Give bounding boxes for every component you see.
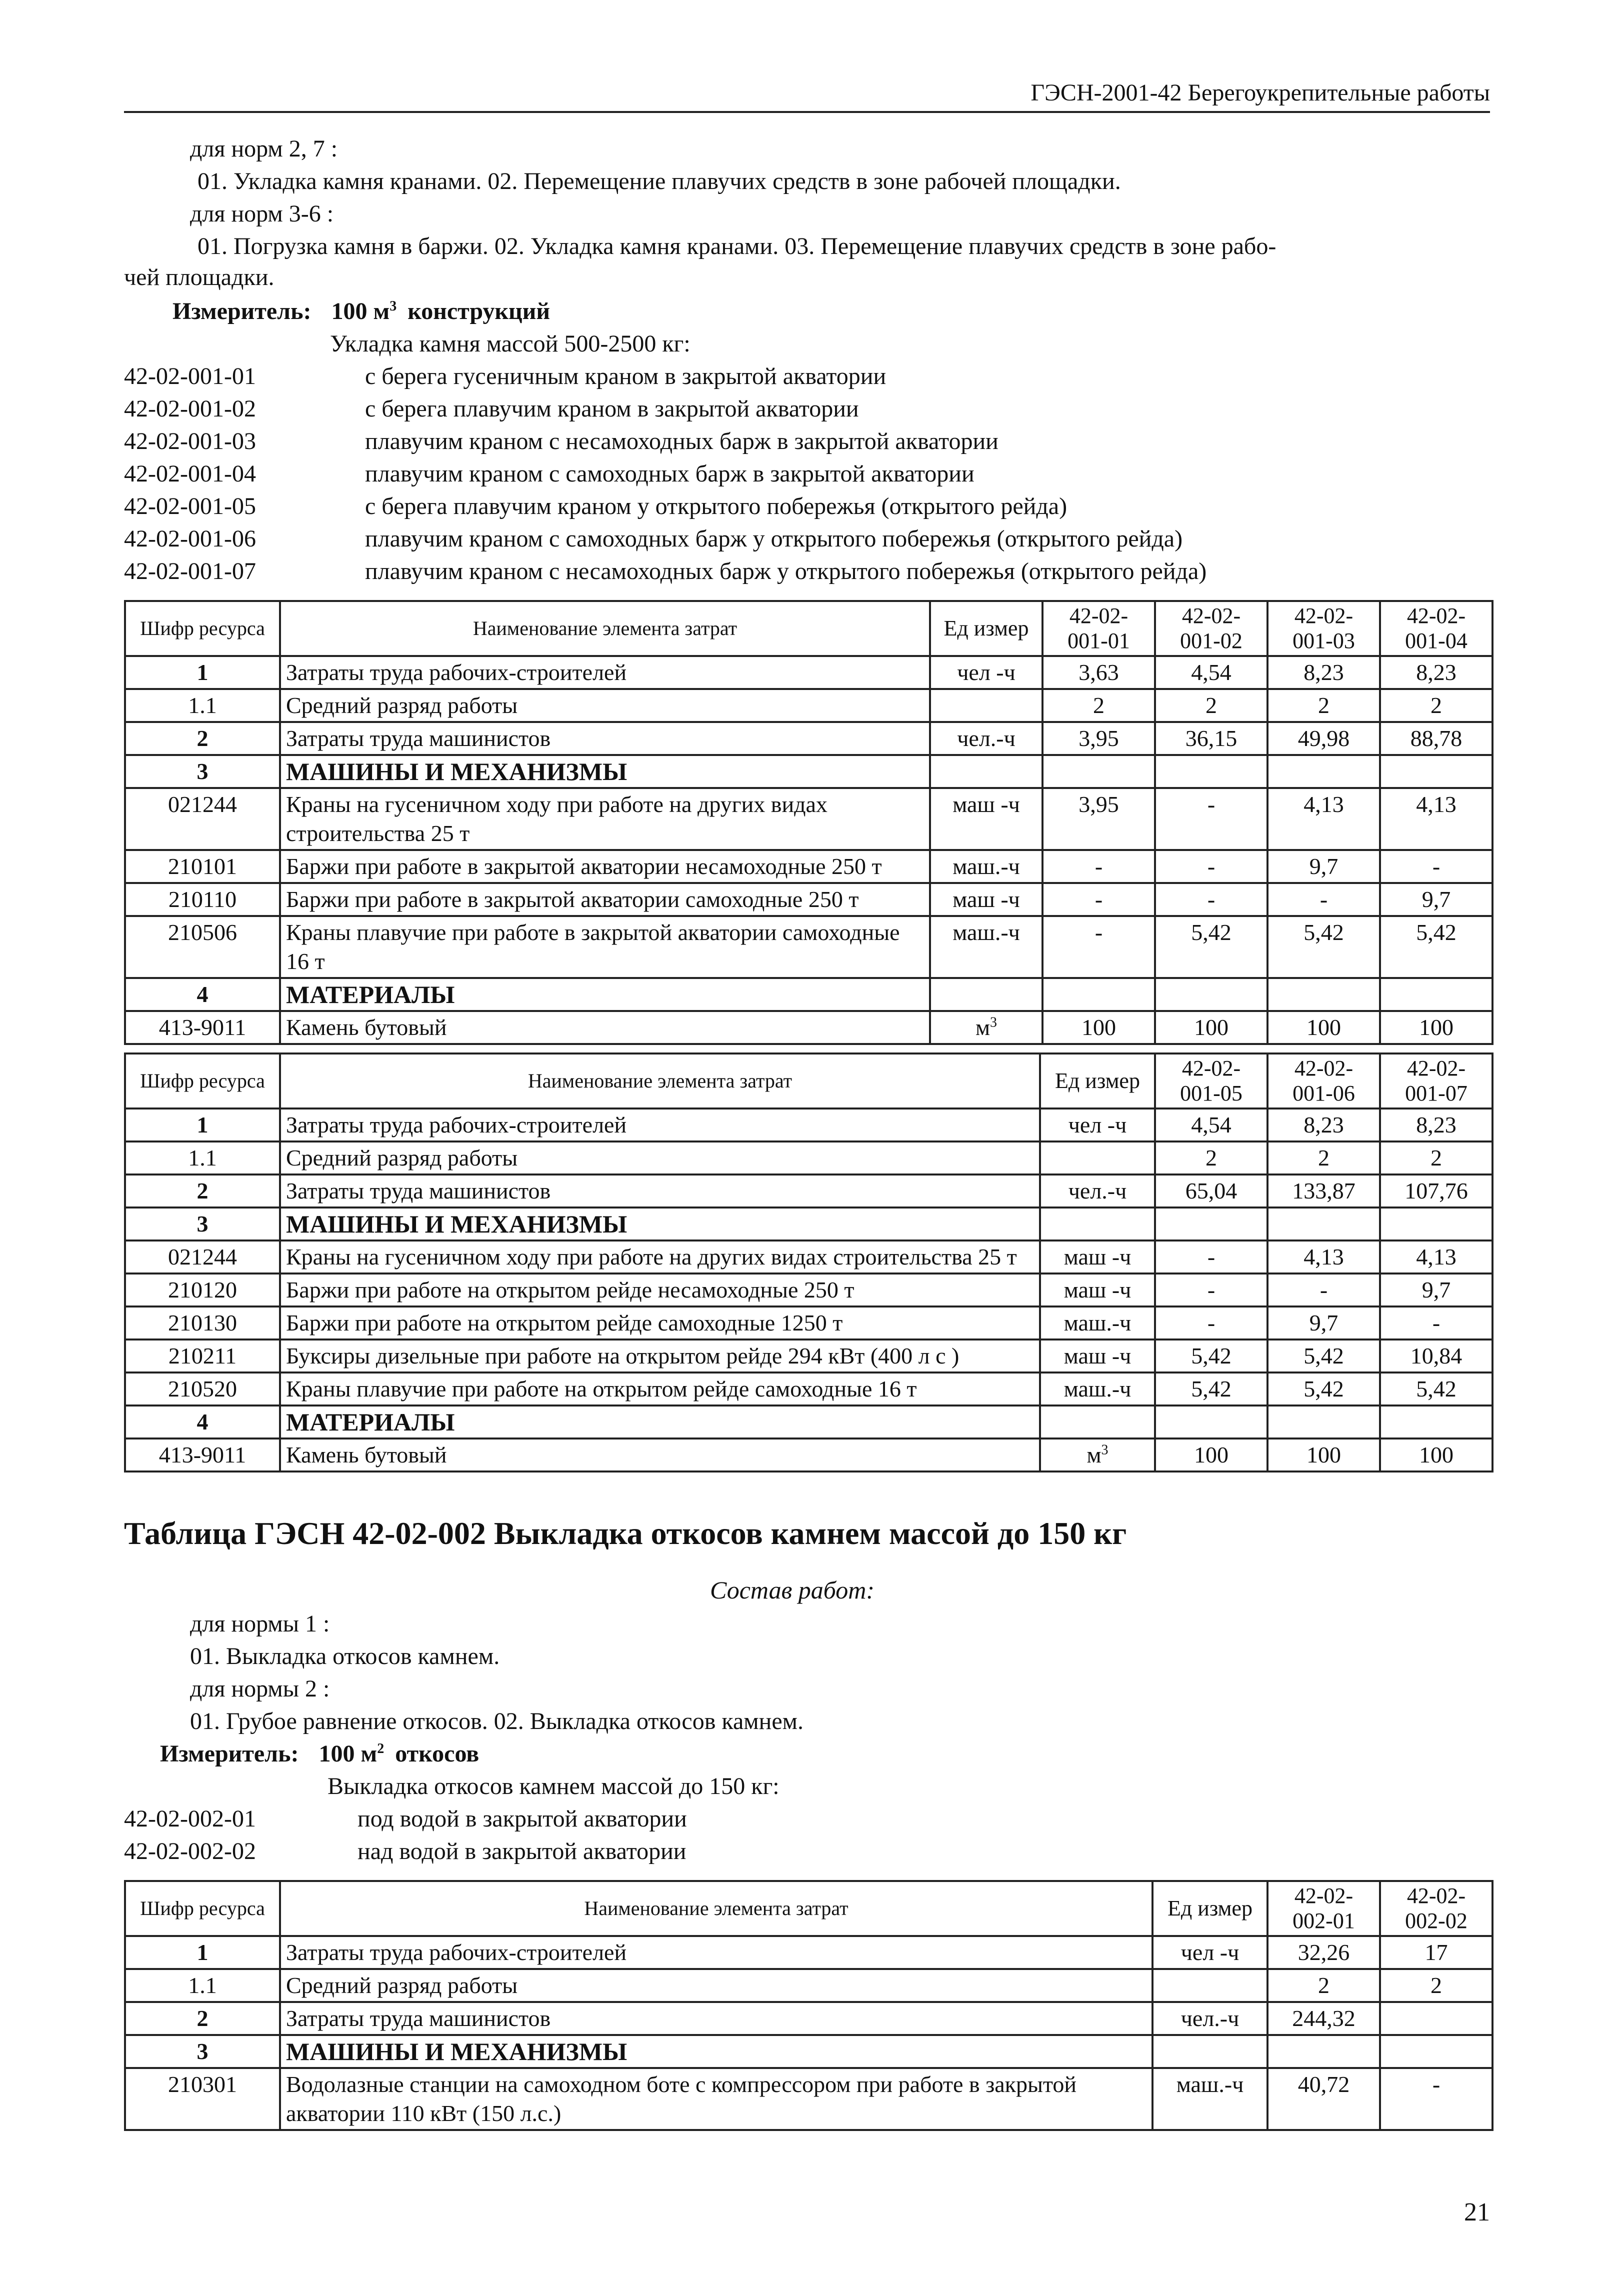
resource-table-2	[124, 1052, 1494, 1472]
table-row: 3 МАШИНЫ И МЕХАНИЗМЫ	[125, 1208, 1492, 1240]
text-line: 01. Грубое равнение откосов. 02. Выкладка откосов камнем.	[190, 1708, 804, 1734]
measure-label: Измеритель:	[160, 1740, 299, 1767]
norm-code: 42-02-001-05	[124, 493, 256, 520]
table-row: 1 Затраты труда рабочих-строителей чел -ч 3,63 4,54 8,23 8,23	[125, 656, 1492, 689]
measure-sup: 3	[390, 298, 397, 314]
col-header: Шифр ресурса	[125, 601, 280, 656]
norm-text: с берега плавучим краном у открытого побережья (открытого рейда)	[365, 493, 1068, 520]
table-row: 2 Затраты труда машинистов чел.-ч 65,04 133,87 107,76	[125, 1174, 1492, 1208]
col-header: 42-02- 001-03	[1268, 601, 1380, 656]
norm-code: 42-02-001-01	[124, 363, 256, 390]
table-row: 4 МАТЕРИАЛЫ	[125, 1406, 1492, 1438]
col-header: 42-02- 001-01	[1042, 601, 1155, 656]
measure-unit: откосов	[395, 1740, 480, 1767]
table-row: 3 МАШИНЫ И МЕХАНИЗМЫ	[125, 755, 1492, 788]
norm-text: под водой в закрытой акватории	[358, 1806, 687, 1832]
norm-text: с берега гусеничным краном в закрытой акватории	[365, 363, 886, 390]
norm-subtitle: Укладка камня массой 500-2500 кг:	[330, 330, 690, 357]
text-line: для нормы 2 :	[190, 1676, 330, 1702]
table-row: 210101 Баржи при работе в закрытой акватории несамоходные 250 т маш.-ч - - 9,7 -	[125, 850, 1492, 883]
table-row: 210130 Баржи при работе на открытом рейде самоходные 1250 т маш.-ч - 9,7 -	[125, 1306, 1492, 1340]
col-header: Наименование элемента затрат	[280, 1054, 1040, 1108]
text-line: 01. Погрузка камня в баржи. 02. Укладка камня кранами. 03. Перемещение плавучих средств в зоне рабо-	[198, 233, 1276, 260]
col-header: Наименование элемента затрат	[280, 1881, 1152, 1936]
resource-table-1	[124, 600, 1494, 1045]
table-row: 2 Затраты труда машинистов чел.-ч 3,95 36,15 49,98 88,78	[125, 722, 1492, 755]
text-line: для нормы 1 :	[190, 1610, 330, 1637]
table-row: 210211 Буксиры дизельные при работе на открытом рейде 294 кВт (400 л с ) маш -ч 5,42 5,42 10,84	[125, 1340, 1492, 1372]
page-header	[124, 75, 1490, 113]
text-line: для норм 3-6 :	[190, 200, 334, 227]
norm-subtitle: Выкладка откосов камнем массой до 150 кг:	[328, 1773, 780, 1800]
norm-text: плавучим краном с несамоходных барж у открытого побережья (открытого рейда)	[365, 558, 1207, 584]
table-row: 210110 Баржи при работе в закрытой акватории самоходные 250 т маш -ч - - - 9,7	[125, 883, 1492, 916]
text-line: чей площадки.	[124, 264, 274, 290]
text-line: 01. Выкладка откосов камнем.	[190, 1643, 500, 1670]
norm-text: над водой в закрытой акватории	[358, 1838, 686, 1864]
norm-code: 42-02-002-02	[124, 1838, 256, 1864]
norm-code: 42-02-001-04	[124, 460, 256, 487]
composition-label: Состав работ:	[710, 1576, 875, 1604]
table-row: 4 МАТЕРИАЛЫ	[125, 978, 1492, 1011]
norm-text: плавучим краном с самоходных барж в закрытой акватории	[365, 460, 974, 487]
table-row: 210506 Краны плавучие при работе в закрытой акватории самоходные 16 т маш.-ч - 5,42 5,42 5,42	[125, 916, 1492, 978]
norm-code: 42-02-001-06	[124, 526, 256, 552]
col-header: Шифр ресурса	[125, 1881, 280, 1936]
measure-unit: конструкций	[408, 298, 550, 324]
col-header: Шифр ресурса	[125, 1054, 280, 1108]
measure-sup: 2	[377, 1741, 384, 1756]
table-row: 1.1 Средний разряд работы 2 2 2	[125, 1142, 1492, 1174]
col-header: 42-02- 002-02	[1380, 1881, 1492, 1936]
col-header: Ед измер	[1152, 1881, 1268, 1936]
section-title: Таблица ГЭСН 42-02-002 Выкладка откосов камнем массой до 150 кг	[124, 1516, 1127, 1551]
resource-table-3	[124, 1880, 1494, 2131]
measure-value: 100 м	[331, 298, 390, 324]
measure-row	[160, 1739, 479, 1769]
col-header: 42-02- 001-04	[1380, 601, 1492, 656]
page-number: 21	[1464, 2198, 1490, 2226]
norm-text: плавучим краном с несамоходных барж в закрытой акватории	[365, 428, 998, 454]
measure-value: 100 м	[318, 1740, 378, 1767]
table-row: 021244 Краны на гусеничном ходу при работе на других видах строительства 25 т маш -ч 3,95 - 4,13 4,13	[125, 788, 1492, 850]
col-header: 42-02- 001-02	[1155, 601, 1268, 656]
col-header: Наименование элемента затрат	[280, 601, 930, 656]
table-row: 413-9011 Камень бутовый $м^3$ 100 100 100	[125, 1438, 1492, 1472]
measure-row	[172, 296, 550, 326]
table-row: 1.1 Средний разряд работы 2 2 2 2	[125, 689, 1492, 722]
col-header: 42-02- 002-01	[1268, 1881, 1380, 1936]
measure-label: Измеритель:	[172, 298, 312, 324]
norm-text: плавучим краном с самоходных барж у открытого побережья (открытого рейда)	[365, 526, 1183, 552]
norm-code: 42-02-001-02	[124, 396, 256, 422]
table-row: 1 Затраты труда рабочих-строителей чел -ч 32,26 17	[125, 1936, 1492, 1969]
norm-code: 42-02-002-01	[124, 1806, 256, 1832]
table-row: 1 Затраты труда рабочих-строителей чел -ч 4,54 8,23 8,23	[125, 1108, 1492, 1142]
text-line: 01. Укладка камня кранами. 02. Перемещение плавучих средств в зоне рабочей площадки.	[198, 168, 1121, 194]
text-line: для норм 2, 7 :	[190, 136, 338, 162]
col-header: 42-02- 001-07	[1380, 1054, 1492, 1108]
table-row: 3 МАШИНЫ И МЕХАНИЗМЫ	[125, 2035, 1492, 2068]
table-row: 210520 Краны плавучие при работе на открытом рейде самоходные 16 т маш.-ч 5,42 5,42 5,42	[125, 1372, 1492, 1406]
norm-code: 42-02-001-03	[124, 428, 256, 454]
table-row: 2 Затраты труда машинистов чел.-ч 244,32	[125, 2002, 1492, 2035]
col-header: Ед измер	[1040, 1054, 1155, 1108]
table-row: 413-9011 Камень бутовый $м^3$ 100 100 100 100	[125, 1011, 1492, 1044]
col-header: 42-02- 001-05	[1155, 1054, 1268, 1108]
table-row: 210120 Баржи при работе на открытом рейде несамоходные 250 т маш -ч - - 9,7	[125, 1274, 1492, 1306]
header-title: ГЭСН-2001-42 Берегоукрепительные работы	[1030, 80, 1490, 106]
table-row: 021244 Краны на гусеничном ходу при работе на других видах строительства 25 т маш -ч - 4,13 4,13	[125, 1240, 1492, 1274]
col-header: 42-02- 001-06	[1268, 1054, 1380, 1108]
table-row: 1.1 Средний разряд работы 2 2	[125, 1969, 1492, 2002]
table-row: 210301 Водолазные станции на самоходном боте с компрессором при работе в закрытой акватории 110 кВт (150 л.с.) маш.-ч 40,72 -	[125, 2068, 1492, 2130]
norm-text: с берега плавучим краном в закрытой акватории	[365, 396, 859, 422]
col-header: Ед измер	[930, 601, 1042, 656]
norm-code: 42-02-001-07	[124, 558, 256, 584]
